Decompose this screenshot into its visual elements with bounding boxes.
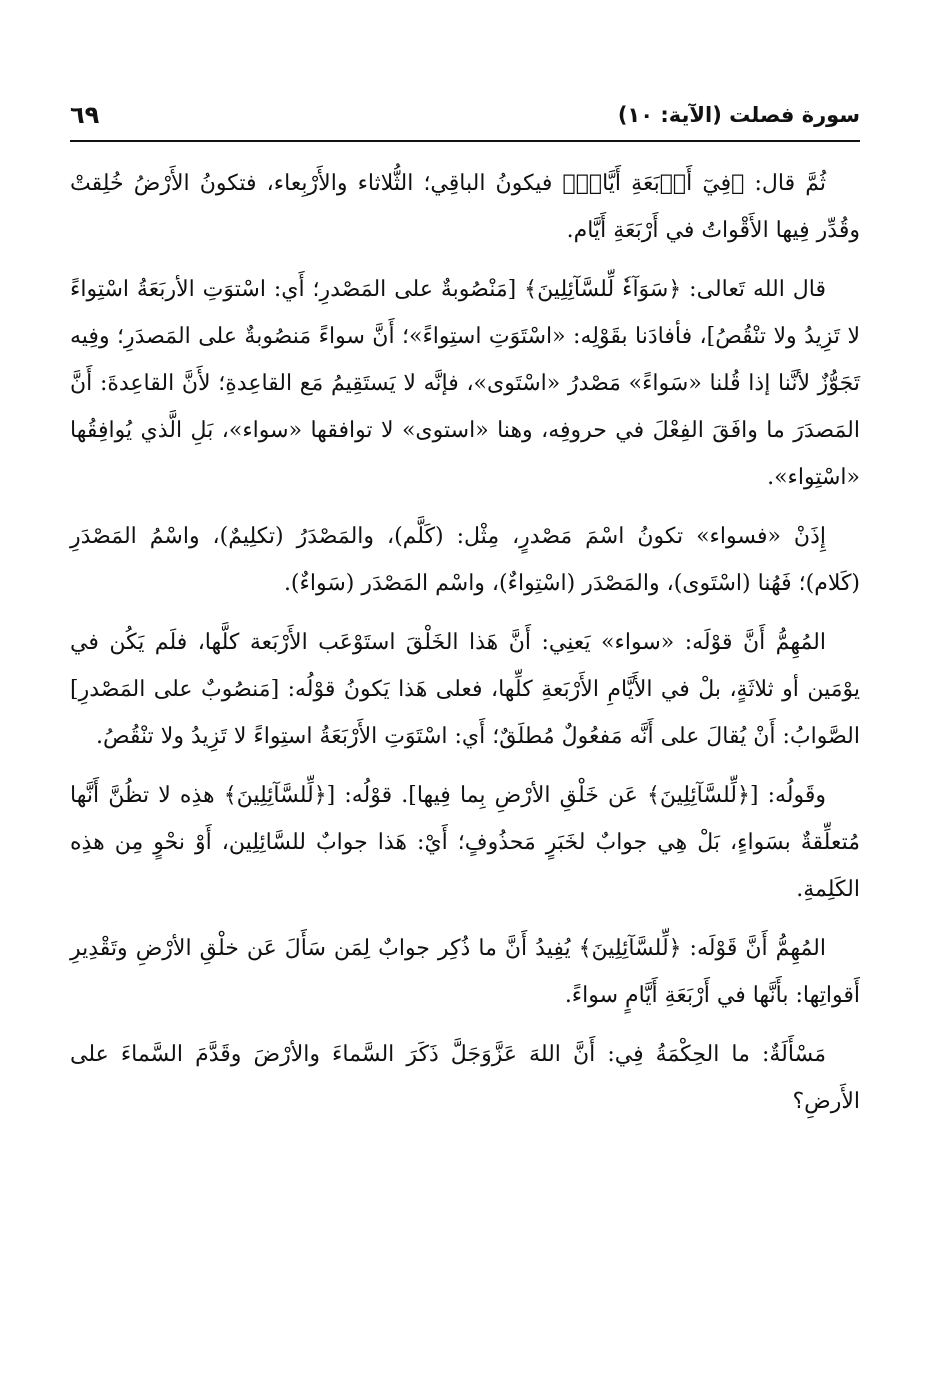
paragraph: ثُمَّ قال: ﴿فِيٓ أَرۡبَعَةِ أَيَّامٖ﴾ فيكونُ الباقِي؛ الثُّلاثاء والأَرْبِعاء، فتكونُ الأَرْضُ خُلِقتْ وقُدِّر فِيها الأَقْواتُ في أَرْبَعَةِ أَيَّام. (70, 171, 860, 243)
paragraph: المُهِمُّ أَنَّ قَوْلَه: ﴿لِّلسَّآئِلِينَ﴾ يُفِيدُ أَنَّ ما ذُكِر جوابٌ لِمَن سَأَلَ عَن خلْقِ الأرْضِ وتَقْدِيرِ أَقواتِها: بأَنَّها في أَرْبَعَةِ أَيَّامٍ سواءً. (70, 936, 860, 1008)
page-body (70, 160, 860, 1137)
page-header (70, 100, 860, 134)
paragraph: قال الله تَعالى: ﴿سَوَآءٗ لِّلسَّآئِلِينَ﴾ [مَنْصُوبةٌ على المَصْدرِ؛ أَي: اسْتوَتِ الأربَعَةُ اسْتِواءً لا تَزِيدُ ولا تنْقُصُ]، فأفادَنا بقَوْلِه: «اسْتَوَتِ استِواءً»؛ أَنَّ سواءً مَنصُوبةٌ على المَصدَرِ؛ وفِيه تَجَوُّزٌ لأنَّنا إذا قُلنا «سَواءً» مَصْدرُ «اسْتَوى»، فإنَّه لا يَستَقِيمُ مَع القاعِدةِ؛ لأَنَّ القاعِدةَ: أَنَّ المَصدَرَ ما وافَقَ الفِعْلَ في حروفِه، وهنا «استوى» لا توافقها «سواء»، بَلِ الَّذي يُوافِقُها «اسْتِواء». (70, 277, 860, 490)
header-divider (70, 140, 860, 142)
paragraph: مَسْأَلَةٌ: ما الحِكْمَةُ فِي: أَنَّ اللهَ عَزَّوَجَلَّ ذَكَرَ السَّماءَ والأرْضَ وقَدَّمَ السَّماءَ على الأَرضِ؟ (70, 1042, 860, 1114)
paragraph: المُهِمُّ أَنَّ قوْلَه: «سواء» يَعنِي: أَنَّ هَذا الخَلْقَ استَوْعَب الأَرْبَعة كلَّها، فلَم يَكُن في يوْمَين أو ثلاثَةٍ، بلْ في الأَيَّامِ الأَرْبَعةِ كلِّها، فعلى هَذا يَكونُ قوْلُه: [مَنصُوبٌ على المَصْدرِ] الصَّوابُ: أَنْ يُقالَ على أَنَّه مَفعُولٌ مُطلَقٌ؛ أَي: اسْتَوَتِ الأَرْبَعَةُ استِواءً لا تَزِيدُ ولا تنْقُصُ. (70, 630, 860, 749)
paragraph: وقَولُه: [﴿لِّلسَّآئِلِينَ﴾ عَن خَلْقِ الأرْضِ بِما فِيها]. قوْلُه: [﴿لِّلسَّآئِلِينَ﴾ هذِه لا تظُنَّ أَنَّها مُتعلِّقةٌ بسَواءٍ، بَلْ هِي جوابٌ لخَبَرٍ مَحذُوفٍ؛ أَيْ: هَذا جوابٌ للسَّائِلِين، أَوْ نحْوٍ مِن هذِه الكَلِمةِ. (70, 783, 860, 902)
surah-title: سورة فصلت (الآية: ١٠) (617, 103, 860, 127)
page-number: ٦٩ (70, 101, 100, 129)
paragraph: إِذَنْ «فسواء» تكونُ اسْمَ مَصْدرٍ، مِثْل: (كَلَّم)، والمَصْدَرُ (تكلِيمٌ)، واسْمُ المَصْدَرِ (كَلام)؛ فَهُنا (اسْتَوى)، والمَصْدَر (اسْتِواءٌ)، واسْم المَصْدَر (سَواءٌ). (70, 524, 860, 596)
